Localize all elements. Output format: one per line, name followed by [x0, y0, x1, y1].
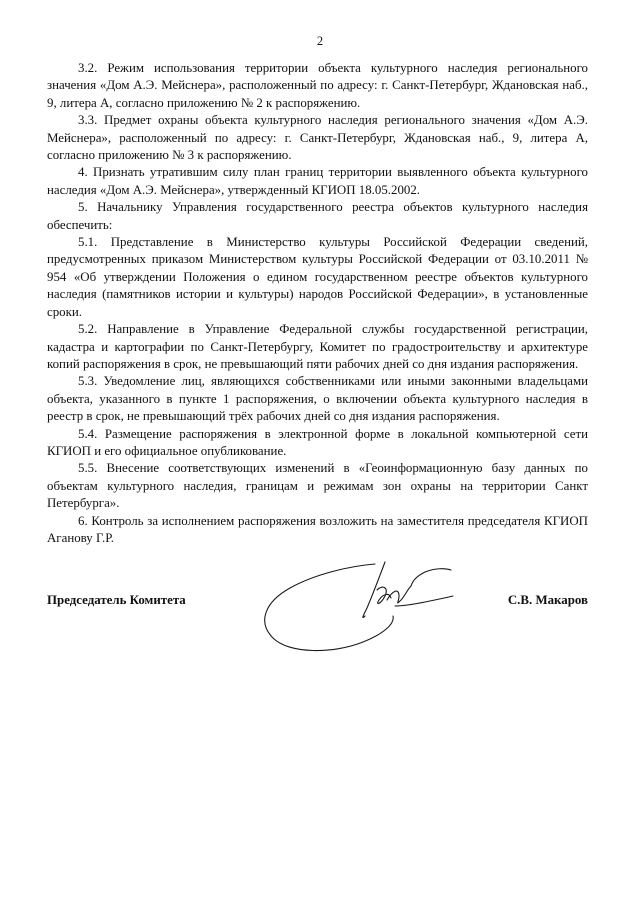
document-body [47, 60, 588, 547]
signer-title: Председатель Комитета [47, 593, 186, 607]
paragraph-3-2: 3.2. Режим использования территории объекта культурного наследия регионального значения «Дом А.Э. Мейснера», расположенный по адресу: г. Санкт-Петербург, Ждановская наб., 9, литера А, согласно приложению № 2 к распоряжению. [47, 61, 588, 110]
paragraph-6: 6. Контроль за исполнением распоряжения возложить на заместителя председателя КГИОП Аганову Г.Р. [47, 513, 588, 545]
paragraph-5-1: 5.1. Представление в Министерство культуры Российской Федерации сведений, предусмотренных приказом Министерством культуры Российской Федерации от 03.10.2011 № 954 «Об утверждении Положения о едином государственном реестре объектов культурного наследия (памятников истории и культуры) народов Российской Федерации», в установленные сроки. [47, 235, 588, 319]
signer-name: С.В. Макаров [507, 593, 588, 607]
paragraph-5-2: 5.2. Направление в Управление Федеральной службы государственной регистрации, кадастра и картографии по Санкт-Петербургу, Комитет по градостроительству и архитектуре копий распоряжения в срок, не превышающий пяти рабочих дней со дня издания распоряжения. [47, 322, 588, 371]
paragraph-5: 5. Начальнику Управления государственного реестра объектов культурного наследия обеспечить: [47, 200, 588, 232]
paragraph-3-3: 3.3. Предмет охраны объекта культурного наследия регионального значения «Дом А.Э. Мейснера», расположенный по адресу: г. Санкт-Петербург, Ждановская наб., 9, литера А, согласно приложению № 3 к распоряжению. [47, 113, 588, 163]
page-number: 2 [316, 34, 324, 48]
paragraph-5-3: 5.3. Уведомление лиц, являющихся собственниками или иными законными владельцами объекта, указанного в пункте 1 распоряжения, о включении объекта культурного наследия в реестр в срок, не превышающий трёх рабочих дней со дня издания распоряжения. [47, 374, 588, 424]
paragraph-5-5: 5.5. Внесение соответствующих изменений в «Геоинформационную базу данных по объектам культурного наследия, границам и режимам зон охраны на территории Санкт Петербурга». [47, 461, 588, 511]
signature-block [47, 593, 588, 613]
paragraph-5-4: 5.4. Размещение распоряжения в электронной форме в локальной компьютерной сети КГИОП и его официальное опубликование. [47, 426, 588, 458]
paragraph-4: 4. Признать утратившим силу план границ территории выявленного объекта культурного наследия «Дом А.Э. Мейснера», утвержденный КГИОП 18.05.2002. [47, 165, 588, 197]
